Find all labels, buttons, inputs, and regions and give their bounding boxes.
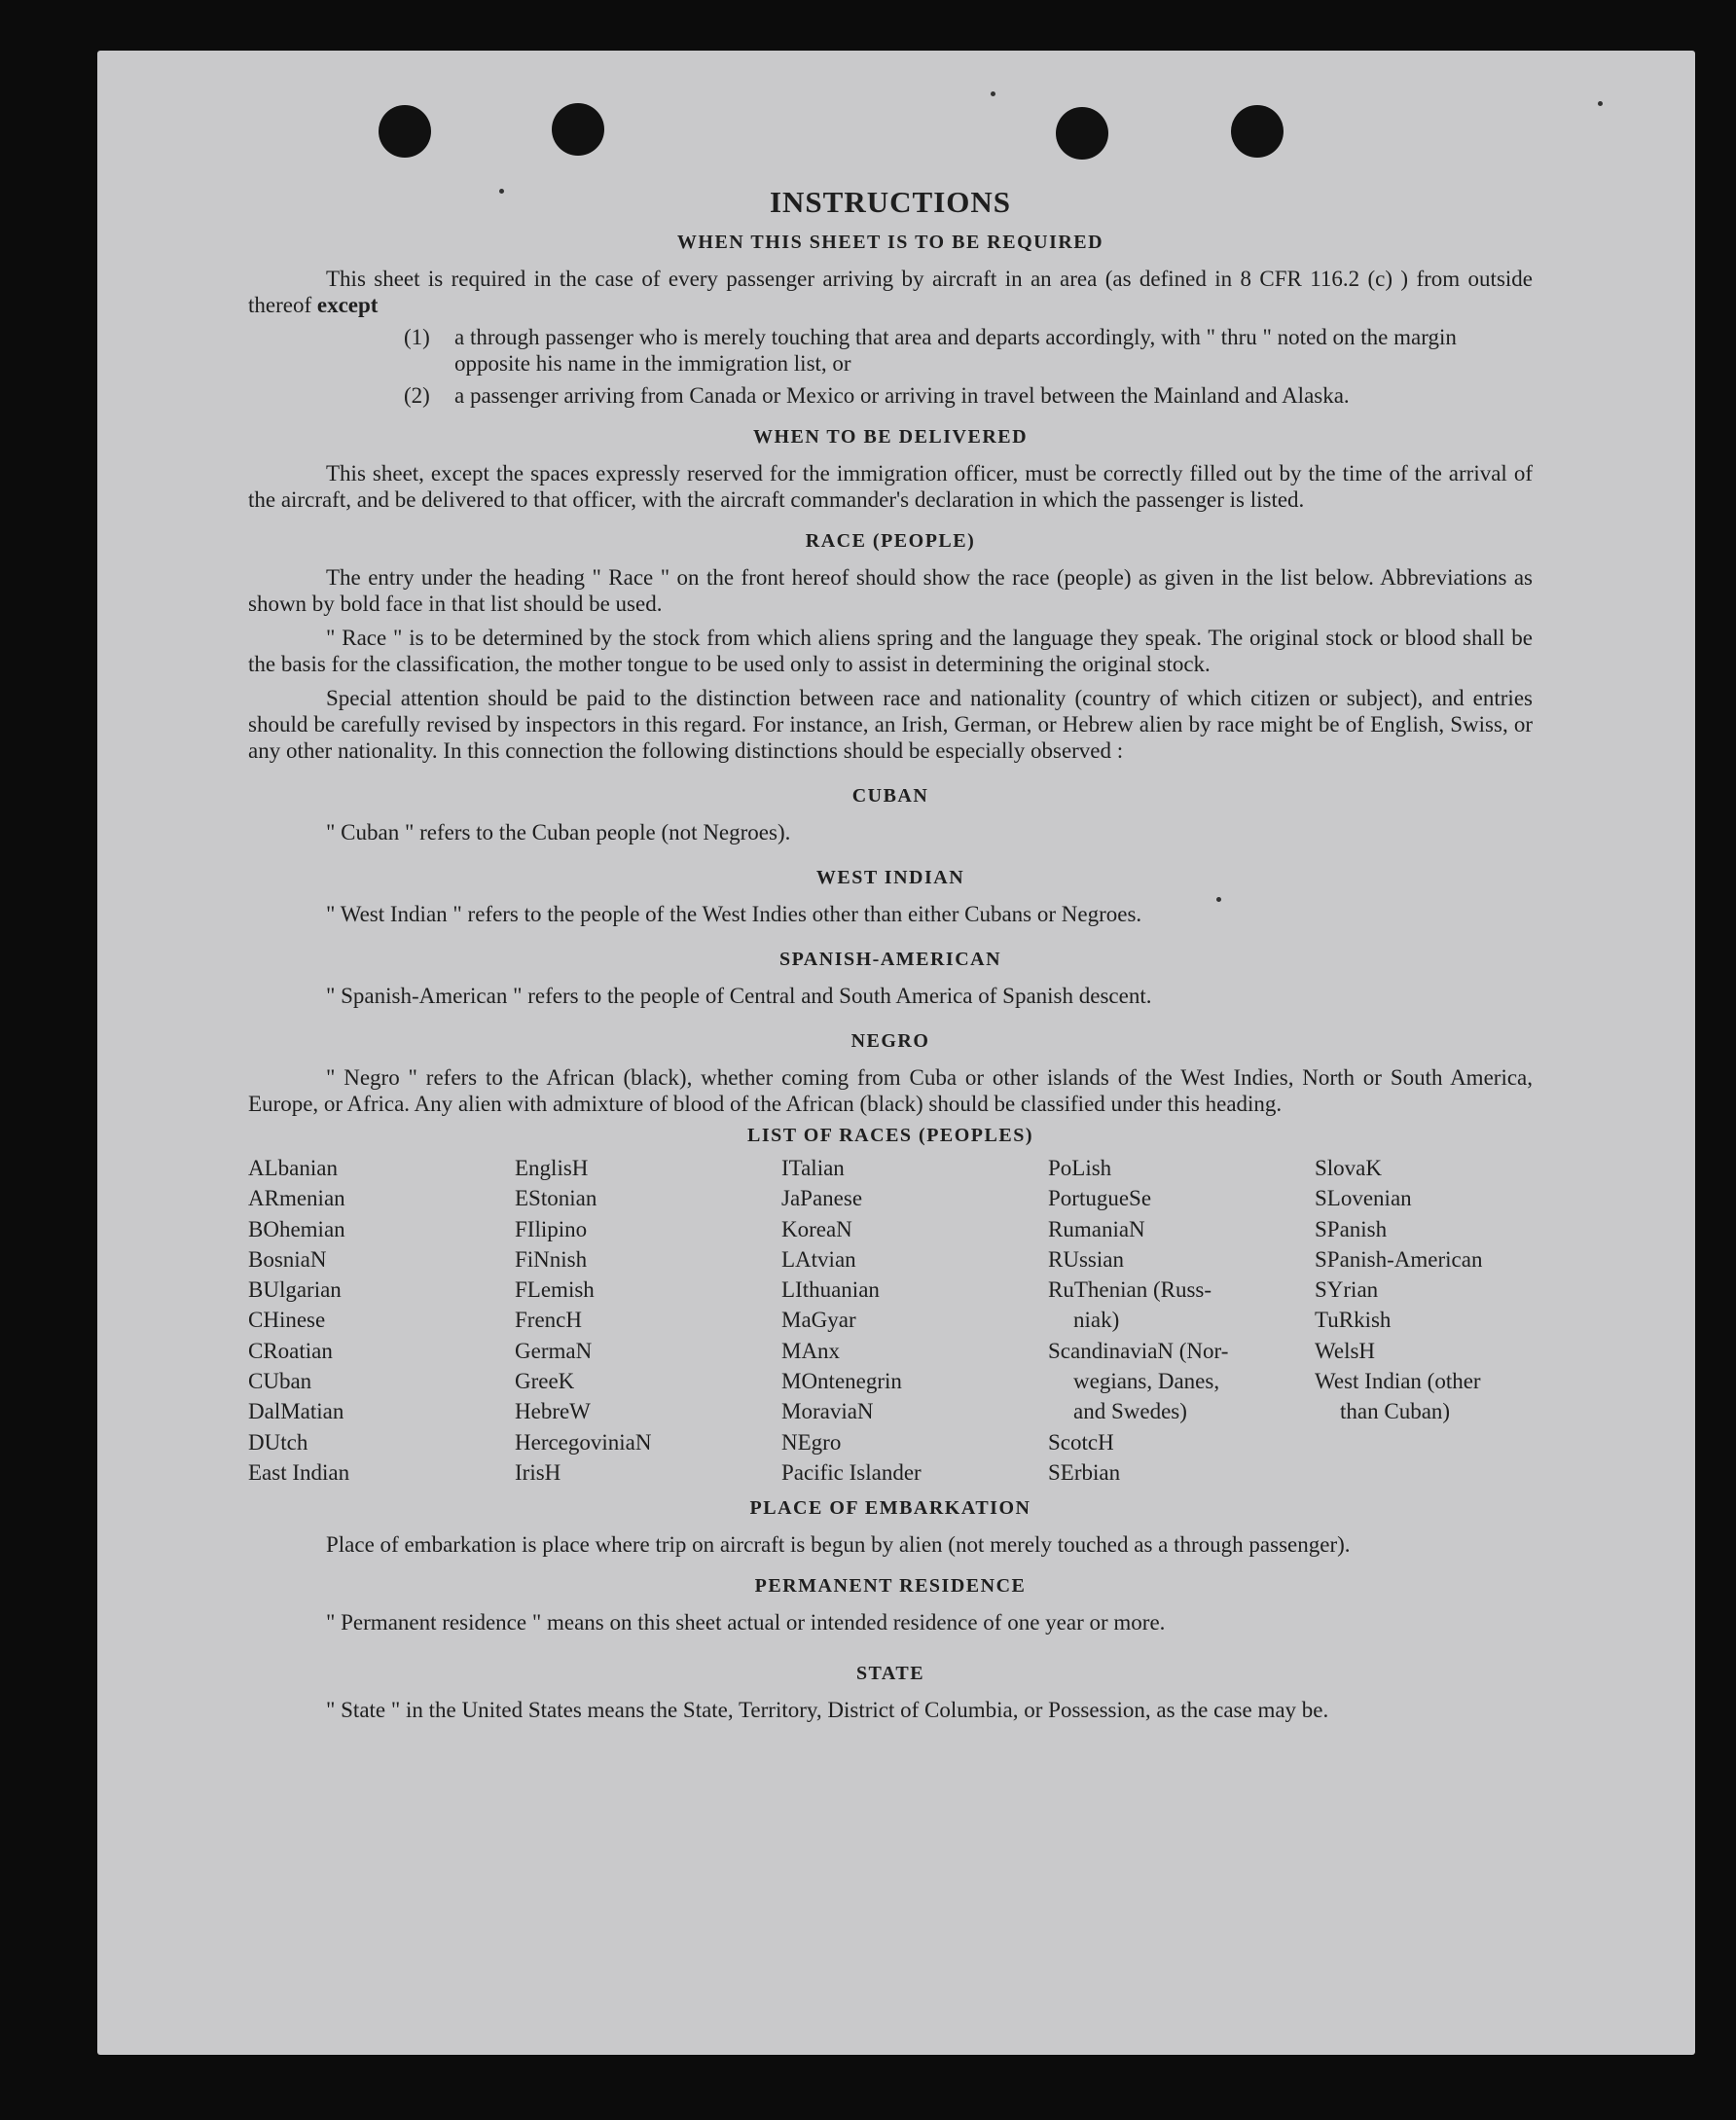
race-item: BOhemian — [248, 1216, 345, 1241]
race-item: ALbanian — [248, 1156, 338, 1180]
heading-race: RACE (PEOPLE) — [805, 530, 976, 552]
race-item: TuRkish — [1315, 1308, 1392, 1333]
race-item: ScandinaviaN (Nor- — [1048, 1338, 1229, 1363]
heading-list-of-races: LIST OF RACES (PEOPLES) — [746, 1125, 1033, 1146]
race-item: HercegoviniaN — [515, 1429, 652, 1455]
race-item: KoreaN — [781, 1216, 852, 1241]
race-item: GreeK — [515, 1369, 575, 1394]
race-item: SYrian — [1315, 1277, 1379, 1303]
races-list — [248, 1153, 1533, 1488]
race-item: SPanish-American — [1315, 1246, 1483, 1272]
race-item: RuThenian (Russ- — [1048, 1277, 1212, 1303]
race-item: LAtvian — [781, 1246, 856, 1272]
races-column — [1048, 1153, 1315, 1488]
when-delivered-text: This sheet, except the spaces expressly reserved for the immigration officer, must be correctly filled out by the time of the arrival of the aircraft, and be delivered to that officer, with the aircraft commander's declaration in which the passenger is listed. — [248, 461, 1533, 512]
race-item: RUssian — [1048, 1246, 1124, 1272]
race-item: wegians, Danes, — [1073, 1369, 1220, 1394]
race-item: SLovenian — [1315, 1186, 1412, 1211]
punch-hole — [379, 105, 431, 158]
race-item: PortugueSe — [1048, 1186, 1152, 1211]
race-item: HebreW — [515, 1399, 591, 1424]
embarkation-definition: Place of embarkation is place where trip on aircraft is begun by alien (not merely touched as a through passenger). — [326, 1532, 1351, 1558]
heading-spanish-american: SPANISH-AMERICAN — [778, 949, 1002, 970]
race-item: EnglisH — [515, 1156, 589, 1180]
race-item: FrencH — [515, 1308, 582, 1333]
race-item: and Swedes) — [1073, 1399, 1187, 1424]
race-item: IrisH — [515, 1459, 561, 1485]
instructions-content — [248, 185, 1533, 1723]
race-item: niak) — [1073, 1308, 1120, 1333]
races-column — [248, 1153, 515, 1488]
race-item: than Cuban) — [1340, 1399, 1451, 1424]
punch-hole — [1056, 107, 1108, 160]
race-item: ITalian — [781, 1156, 845, 1180]
race-item: BUlgarian — [248, 1277, 342, 1303]
residence-definition: " Permanent residence " means on this sheet actual or intended residence of one year or more. — [326, 1610, 1166, 1635]
heading-negro: NEGRO — [850, 1030, 930, 1052]
heading-west-indian: WEST INDIAN — [815, 867, 965, 888]
heading-state: STATE — [855, 1663, 925, 1685]
race-item: DalMatian — [248, 1399, 344, 1424]
race-item: RumaniaN — [1048, 1216, 1145, 1241]
heading-permanent-residence: PERMANENT RESIDENCE — [754, 1575, 1027, 1598]
speck — [991, 91, 995, 96]
heading-cuban: CUBAN — [851, 785, 929, 807]
race-item: BosniaN — [248, 1246, 327, 1272]
race-item: West Indian (other — [1315, 1369, 1481, 1394]
race-item: MOntenegrin — [781, 1369, 902, 1394]
race-item: GermaN — [515, 1338, 593, 1363]
race-item: SPanish — [1315, 1216, 1388, 1241]
negro-definition: " Negro " refers to the African (black), whether coming from Cuba or other islands of the West Indies, North or South America, Europe, or Africa. Any alien with admixture of blood of the African (black) should be classified under this heading. — [248, 1065, 1533, 1116]
heading-place-of-embarkation: PLACE OF EMBARKATION — [749, 1497, 1031, 1520]
when-required-intro: This sheet is required in the case of every passenger arriving by aircraft in an area (as defined in 8 CFR 116.2 (c) ) from outside thereof except — [248, 267, 1533, 317]
punch-hole — [552, 103, 604, 156]
race-item: LIthuanian — [781, 1277, 880, 1303]
race-item: FiNnish — [515, 1246, 588, 1272]
race-item: NEgro — [781, 1429, 842, 1455]
race-item: MoraviaN — [781, 1399, 874, 1424]
race-item: MaGyar — [781, 1308, 856, 1333]
race-item: CRoatian — [248, 1338, 333, 1363]
race-item: CUban — [248, 1369, 312, 1394]
race-item: FIlipino — [515, 1216, 588, 1241]
race-item: Pacific Islander — [781, 1459, 922, 1485]
exception-item: (2) a passenger arriving from Canada or Mexico or arriving in travel between the Mainland and Alaska. — [404, 383, 1350, 408]
west-indian-definition: " West Indian " refers to the people of the West Indies other than either Cubans or Negroes. — [326, 902, 1142, 926]
race-paragraph: The entry under the heading " Race " on the front hereof should show the race (people) as given in the list below. Abbreviations as shown by bold face in that list should be used. — [248, 565, 1533, 616]
race-paragraph: Special attention should be paid to the distinction between race and nationality (country of which citizen or subject), and entries should be carefully revised by inspectors in this regard. For instance, an Irish, German, or Hebrew alien by race might be of English, Swiss, or any other nationality. In this connection the following distinctions should be especially observed : — [248, 686, 1533, 763]
state-definition: " State " in the United States means the State, Territory, District of Columbia, or Possession, as the case may be. — [326, 1698, 1329, 1723]
speck — [1598, 101, 1603, 106]
race-item: PoLish — [1048, 1156, 1112, 1180]
race-item: CHinese — [248, 1308, 326, 1333]
race-item: FLemish — [515, 1277, 595, 1303]
race-item: MAnx — [781, 1338, 841, 1363]
page-title: INSTRUCTIONS — [769, 185, 1011, 219]
race-paragraph: " Race " is to be determined by the stock from which aliens spring and the language they speak. The original stock or blood shall be the basis for the classification, the mother tongue to be used only to assist in determining the original stock. — [248, 626, 1533, 676]
race-item: DUtch — [248, 1429, 308, 1455]
race-item: East Indian — [248, 1459, 350, 1485]
races-column — [1315, 1153, 1533, 1488]
race-item: ARmenian — [248, 1186, 345, 1211]
races-column — [515, 1153, 781, 1488]
race-item: JaPanese — [781, 1186, 863, 1211]
races-column — [781, 1153, 1048, 1488]
race-item: SErbian — [1048, 1459, 1121, 1485]
race-item: ScotcH — [1048, 1429, 1114, 1455]
heading-when-required: WHEN THIS SHEET IS TO BE REQUIRED — [676, 232, 1104, 253]
punch-hole — [1231, 105, 1284, 158]
race-item: SlovaK — [1315, 1156, 1382, 1180]
cuban-definition: " Cuban " refers to the Cuban people (not Negroes). — [326, 820, 791, 844]
heading-when-delivered: WHEN TO BE DELIVERED — [752, 426, 1029, 448]
spanish-american-definition: " Spanish-American " refers to the people of Central and South America of Spanish descent. — [326, 984, 1152, 1008]
race-item: EStonian — [515, 1186, 597, 1211]
exception-item: (1) a through passenger who is merely touching that area and departs accordingly, with " thru " noted on the margin opposite his name in the immigration list, or — [404, 325, 1457, 376]
race-item: WelsH — [1315, 1338, 1376, 1363]
